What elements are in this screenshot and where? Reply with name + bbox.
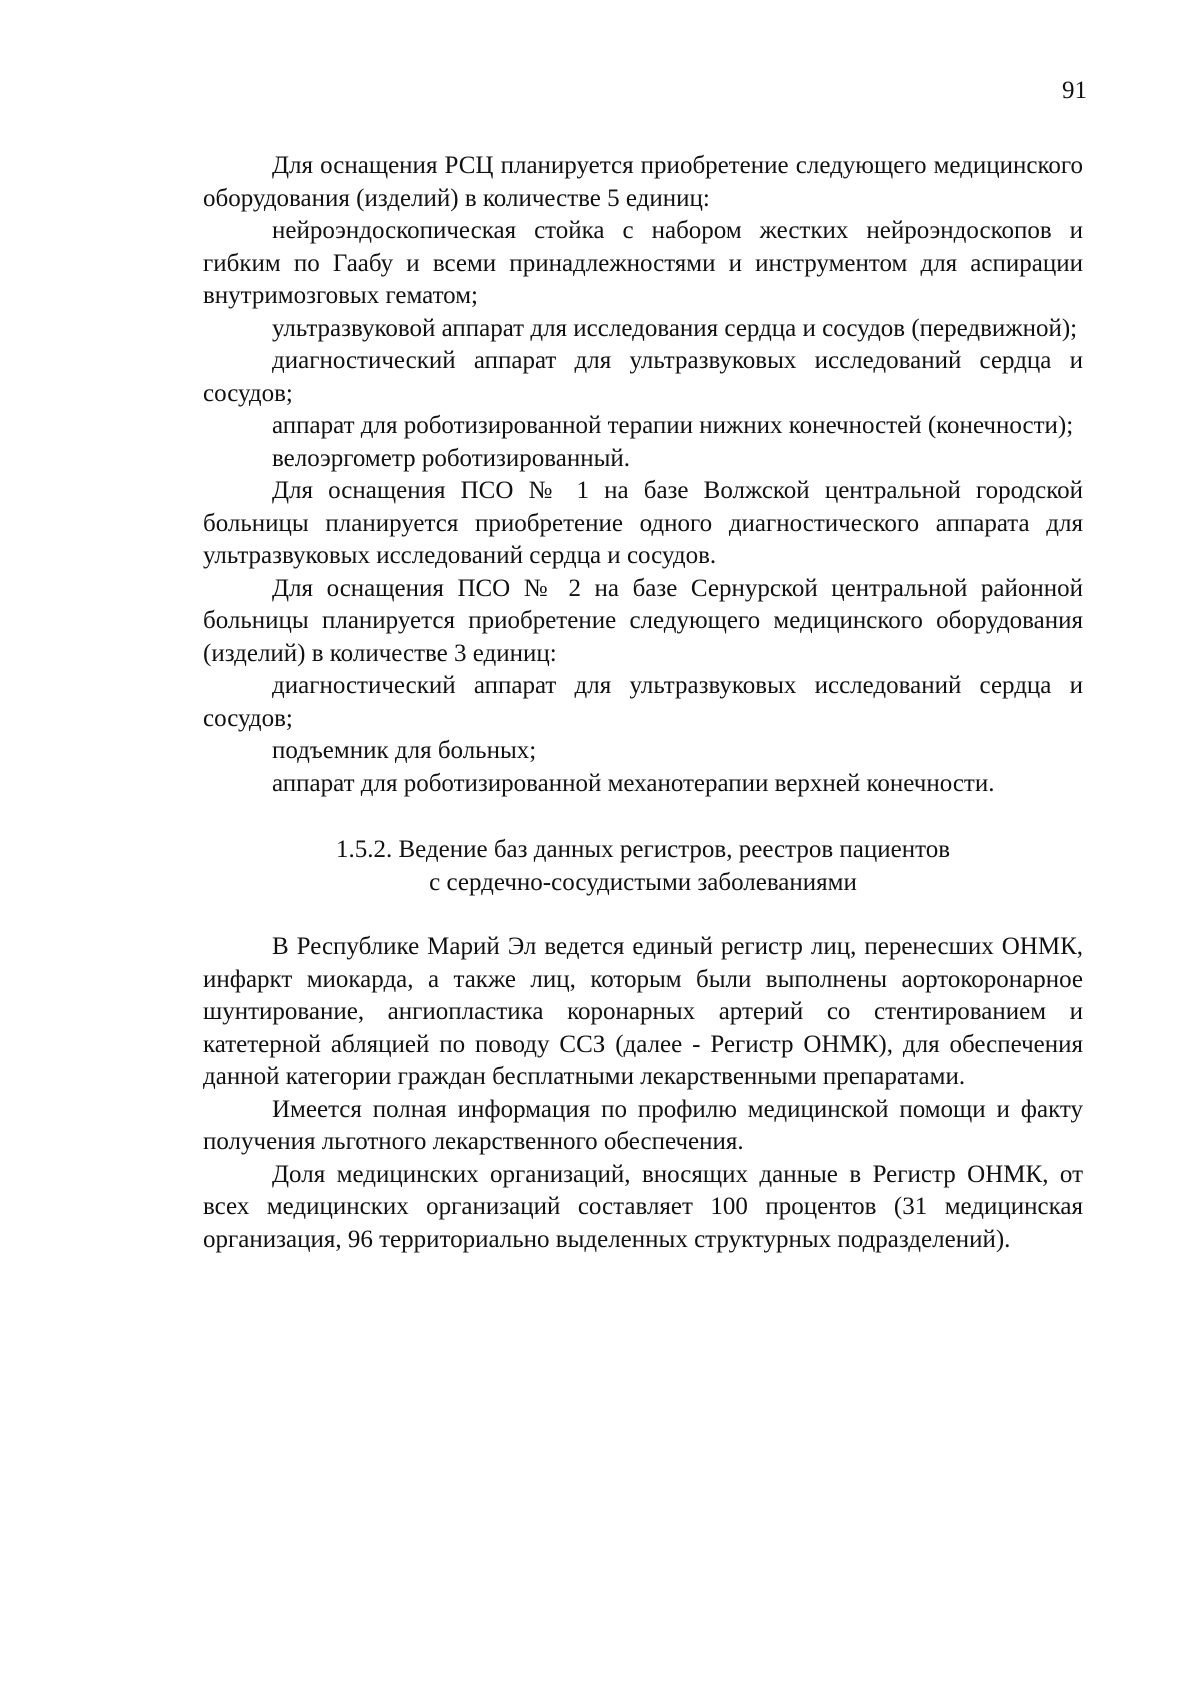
list-item: велоэргометр роботизированный. <box>272 444 631 472</box>
document-body <box>203 150 1083 1256</box>
list-item: аппарат для роботизированной механотерапии верхней конечности. <box>272 769 995 797</box>
page-number: 91 <box>1062 77 1087 104</box>
section-heading-line-2: с сердечно-сосудистыми заболеваниями <box>429 868 857 896</box>
list-item: диагностический аппарат для ультразвуковых исследований сердца и сосудов; <box>203 347 1083 407</box>
list-item: ультразвуковой аппарат для исследования сердца и сосудов (передвижной); <box>272 314 1078 342</box>
paragraph: Для оснащения ПСО № 1 на базе Волжской центральной городской больницы планируется приобретение одного диагностического аппарата для ультразвуковых исследований сердца и сосудов. <box>203 477 1083 569</box>
paragraph: В Республике Марий Эл ведется единый регистр лиц, перенесших ОНМК, инфаркт миокарда, а также лиц, которым были выполнены аортокоронарное шунтирование, ангиопластика коронарных артерий со стентированием и катетерной абляцией по поводу ССЗ (далее - Регистр ОНМК), для обеспечения данной категории граждан бесплатными лекарственными препаратами. <box>203 933 1083 1090</box>
list-item: подъемник для больных; <box>272 737 537 764</box>
section-heading <box>203 834 1083 899</box>
paragraph: Для оснащения РСЦ планируется приобретение следующего медицинского оборудования (изделий) в количестве 5 единиц: <box>203 152 1083 212</box>
list-item: диагностический аппарат для ультразвуковых исследований сердца и сосудов; <box>203 672 1083 732</box>
paragraph: Доля медицинских организаций, вносящих данные в Регистр ОНМК, от всех медицинских организаций составляет 100 процентов (31 медицинская организация, 96 территориально выделенных структурных подразделений). <box>203 1160 1083 1253</box>
paragraph: Имеется полная информация по профилю медицинской помощи и факту получения льготного лекарственного обеспечения. <box>203 1095 1083 1155</box>
paragraph: Для оснащения ПСО № 2 на базе Сернурской центральной районной больницы планируется приобретение следующего медицинского оборудования (изделий) в количестве 3 единиц: <box>203 574 1083 667</box>
list-item: нейроэндоскопическая стойка с набором жестких нейроэндоскопов и гибким по Гаабу и всеми принадлежностями и инструментом для аспирации внутримозговых гематом; <box>203 217 1083 309</box>
list-item: аппарат для роботизированной терапии нижних конечностей (конечности); <box>272 412 1074 439</box>
section-heading-line-1: 1.5.2. Ведение баз данных регистров, реестров пациентов <box>335 836 951 863</box>
